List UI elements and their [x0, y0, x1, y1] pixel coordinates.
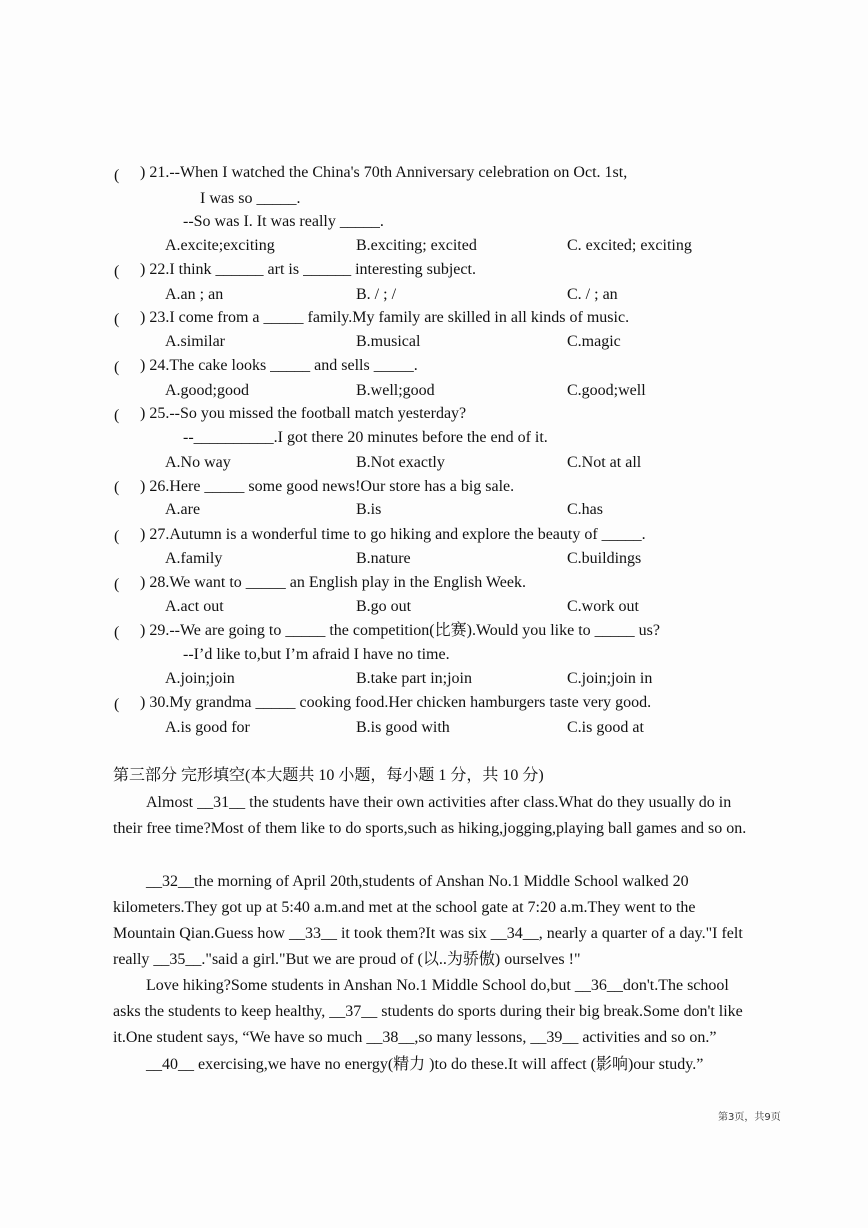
option-a: A.act out: [165, 598, 224, 615]
answer-paren: (: [114, 479, 120, 496]
option-c: C.buildings: [567, 550, 642, 567]
option-c: C.has: [567, 501, 603, 518]
question-stem: ) 22.I think ______ art is ______ interesting subject.: [140, 261, 476, 278]
paragraph-text: Almost __31__ the students have their own activities after class.What do they usually do in their free time?Most of them like to do sports,such as hiking,jogging,playing ball games and so on.: [113, 794, 747, 837]
question-stem: ) 27.Autumn is a wonderful time to go hiking and explore the beauty of _____.: [140, 526, 646, 543]
answer-paren: (: [114, 624, 120, 641]
option-b: B.well;good: [356, 382, 435, 399]
option-c: C.is good at: [567, 719, 644, 736]
answer-paren: (: [114, 696, 120, 713]
option-b: B.go out: [356, 598, 412, 615]
answer-paren: (: [114, 576, 120, 593]
question-stem: ) 29.--We are going to _____ the competition(比赛).Would you like to _____ us?: [140, 622, 660, 639]
answer-paren: (: [114, 167, 120, 184]
option-b: B.exciting; excited: [356, 237, 477, 254]
paragraph-text: __40__ exercising,we have no energy(精力 )to do these.It will affect (影响)our study.”: [146, 1056, 704, 1073]
question-stem: ) 30.My grandma _____ cooking food.Her chicken hamburgers taste very good.: [140, 694, 652, 711]
option-c: C.join;join in: [567, 670, 653, 687]
question-stem: ) 28.We want to _____ an English play in the English Week.: [140, 574, 526, 591]
question-stem: --So was I. It was really _____.: [183, 213, 384, 230]
question-stem: --I’d like to,but I’m afraid I have no time.: [183, 646, 450, 663]
option-a: A.is good for: [165, 719, 250, 736]
option-a: A.good;good: [165, 382, 249, 399]
cloze-paragraph: [113, 869, 759, 973]
option-b: B.nature: [356, 550, 411, 567]
option-a: A.excite;exciting: [165, 237, 275, 254]
option-b: B.take part in;join: [356, 670, 472, 687]
option-c: C. / ; an: [567, 286, 618, 303]
question-stem: ) 23.I come from a _____ family.My family are skilled in all kinds of music.: [140, 309, 630, 326]
option-a: A.an ; an: [165, 286, 224, 303]
question-stem: --__________.I got there 20 minutes before the end of it.: [183, 429, 548, 446]
answer-paren: (: [114, 528, 120, 545]
option-c: C.Not at all: [567, 454, 642, 471]
cloze-paragraph: [113, 973, 759, 1051]
option-a: A.family: [165, 550, 223, 567]
question-stem: ) 26.Here _____ some good news!Our store has a big sale.: [140, 478, 515, 495]
option-c: C. excited; exciting: [567, 237, 692, 254]
paragraph-text: __32__the morning of April 20th,students of Anshan No.1 Middle School walked 20 kilometers.They got up at 5:40 a.m.and met at the school gate at 7:20 a.m.They went to the Mountain Qian.Guess how __33__ it took them?It was six __34__, nearly a quarter of a day."I felt really __35__."said a girl."But we are proud of (以..为骄傲) ourselves !": [113, 873, 743, 968]
cloze-paragraph: [113, 1052, 759, 1078]
option-b: B.is: [356, 501, 382, 518]
question-stem: ) 24.The cake looks _____ and sells _____.: [140, 357, 418, 374]
option-a: A.similar: [165, 333, 225, 350]
cloze-paragraph: [113, 790, 759, 842]
option-b: B.is good with: [356, 719, 450, 736]
option-c: C.magic: [567, 333, 621, 350]
option-b: B. / ; /: [356, 286, 397, 303]
paragraph-text: Love hiking?Some students in Anshan No.1 Middle School do,but __36__don't.The school asks the students to keep healthy, __37__ students do sports during their big break.Some don't like it.One student says, “We have so much __38__,so many lessons, __39__ activities and so on.”: [113, 977, 743, 1046]
option-c: C.work out: [567, 598, 639, 615]
answer-paren: (: [114, 311, 120, 328]
option-a: A.No way: [165, 454, 231, 471]
answer-paren: (: [114, 407, 120, 424]
option-b: B.musical: [356, 333, 421, 350]
section-heading: 第三部分 完形填空(本大题共 10 小题，每小题 1 分，共 10 分): [113, 767, 544, 784]
question-stem: ) 21.--When I watched the China's 70th Anniversary celebration on Oct. 1st,: [140, 164, 628, 181]
question-stem: I was so _____.: [200, 190, 301, 207]
option-a: A.are: [165, 501, 201, 518]
answer-paren: (: [114, 263, 120, 280]
question-stem: ) 25.--So you missed the football match yesterday?: [140, 405, 467, 422]
option-c: C.good;well: [567, 382, 646, 399]
option-b: B.Not exactly: [356, 454, 445, 471]
page-number: 第3页，共9页: [718, 1112, 781, 1123]
answer-paren: (: [114, 359, 120, 376]
option-a: A.join;join: [165, 670, 235, 687]
